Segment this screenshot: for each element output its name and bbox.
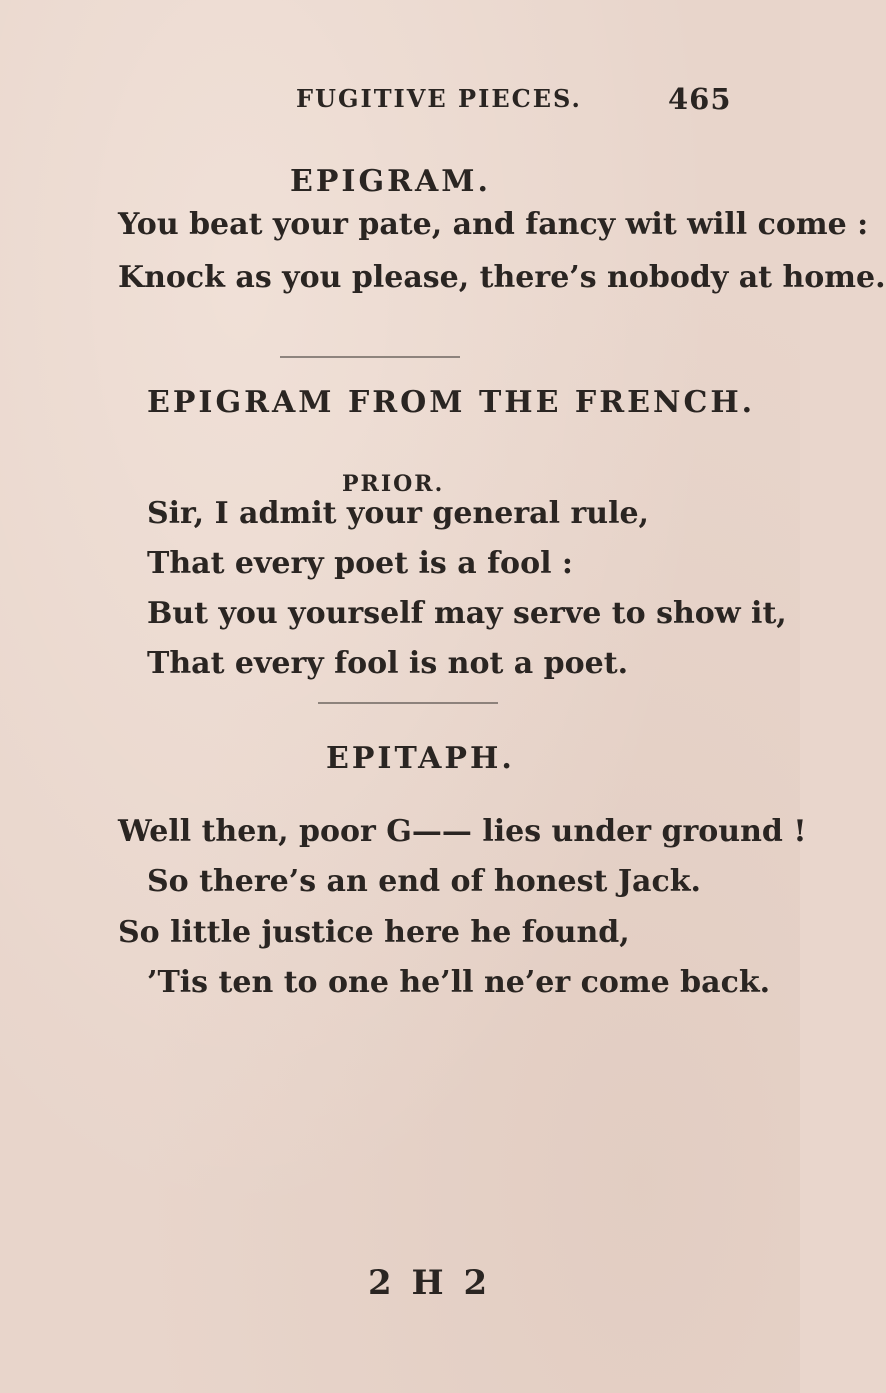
verse-line: ’Tis ten to one he’ll ne’er come back. — [147, 965, 771, 1000]
poem-title-epigram-from-the-french: EPIGRAM FROM THE FRENCH. — [147, 385, 756, 420]
verse-line: But you yourself may serve to show it, — [147, 596, 787, 631]
section-divider — [280, 356, 460, 358]
verse-line: Sir, I admit your general rule, — [147, 496, 650, 531]
verse-line: You beat your pate, and fancy wit will come : — [118, 207, 869, 242]
page-number: 465 — [668, 82, 732, 116]
section-divider — [318, 702, 498, 704]
verse-line: Knock as you please, there’s nobody at home. — [118, 260, 886, 295]
signature-mark: 2 H 2 — [368, 1263, 492, 1303]
verse-line: So little justice here he found, — [118, 915, 630, 950]
verse-line: Well then, poor G—— lies under ground ! — [118, 814, 807, 849]
running-head: FUGITIVE PIECES. — [296, 84, 582, 113]
poem-title-epitaph: EPITAPH. — [326, 741, 515, 776]
verse-line: So there’s an end of honest Jack. — [147, 864, 701, 899]
verse-line: That every fool is not a poet. — [147, 646, 629, 681]
poem-title-epigram: EPIGRAM. — [290, 164, 491, 199]
verse-line: That every poet is a fool : — [147, 546, 573, 581]
poem-author: PRIOR. — [342, 471, 445, 497]
